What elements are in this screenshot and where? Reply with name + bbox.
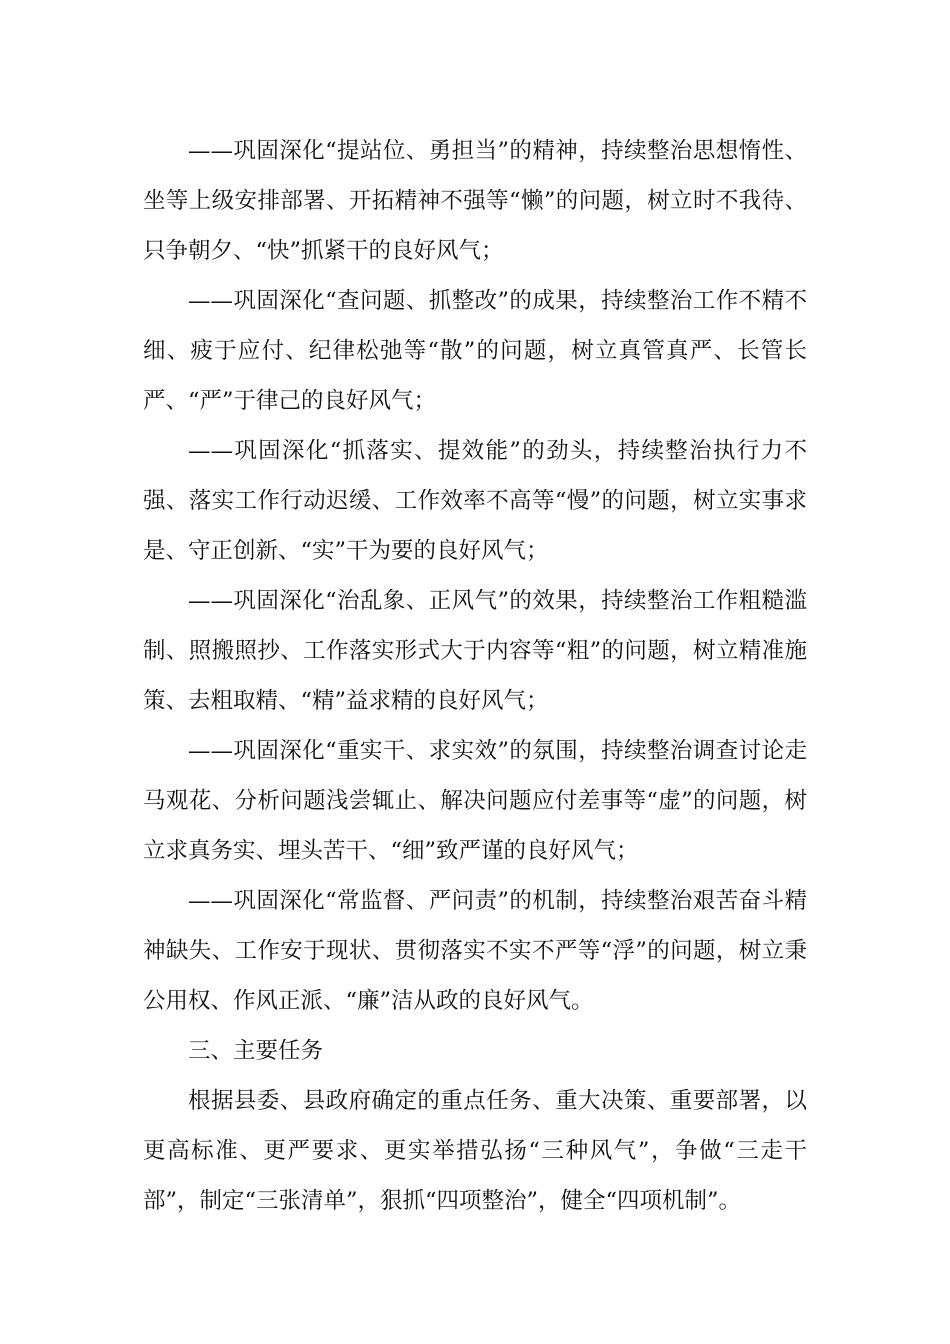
document-body <box>143 126 807 1226</box>
paragraph-rough: ——巩固深化“治乱象、正风气”的效果，持续整治工作粗糙滥制、照搬照抄、工作落实形式大于内容等“粗”的问题，树立精准施策、去粗取精、“精”益求精的良好风气； <box>143 588 807 714</box>
paragraph-lazy: ——巩固深化“提站位、勇担当”的精神，持续整治思想惰性、坐等上级安排部署、开拓精神不强等“懒”的问题，树立时不我待、只争朝夕、“快”抓紧干的良好风气； <box>143 138 807 264</box>
paragraph-empty: ——巩固深化“重实干、求实效”的氛围，持续整治调查讨论走马观花、分析问题浅尝辄止、解决问题应付差事等“虚”的问题，树立求真务实、埋头苦干、“细”致严谨的良好风气； <box>143 738 807 864</box>
paragraph-loose: ——巩固深化“查问题、抓整改”的成果，持续整治工作不精不细、疲于应付、纪律松弛等“散”的问题，树立真管真严、长管长严、“严”于律己的良好风气； <box>143 288 807 414</box>
closing-paragraph: 根据县委、县政府确定的重点任务、重大决策、重要部署，以更高标准、更严要求、更实举措弘扬“三种风气”，争做“三走干部”，制定“三张清单”，狠抓“四项整治”，健全“四项机制”。 <box>143 1088 807 1214</box>
paragraph-float: ——巩固深化“常监督、严问责”的机制，持续整治艰苦奋斗精神缺失、工作安于现状、贯彻落实不实不严等“浮”的问题，树立秉公用权、作风正派、“廉”洁从政的良好风气。 <box>143 888 807 1014</box>
section-heading: 三、主要任务 <box>188 1038 324 1064</box>
paragraph-slow: ——巩固深化“抓落实、提效能”的劲头，持续整治执行力不强、落实工作行动迟缓、工作效率不高等“慢”的问题，树立实事求是、守正创新、“实”干为要的良好风气； <box>143 438 807 564</box>
